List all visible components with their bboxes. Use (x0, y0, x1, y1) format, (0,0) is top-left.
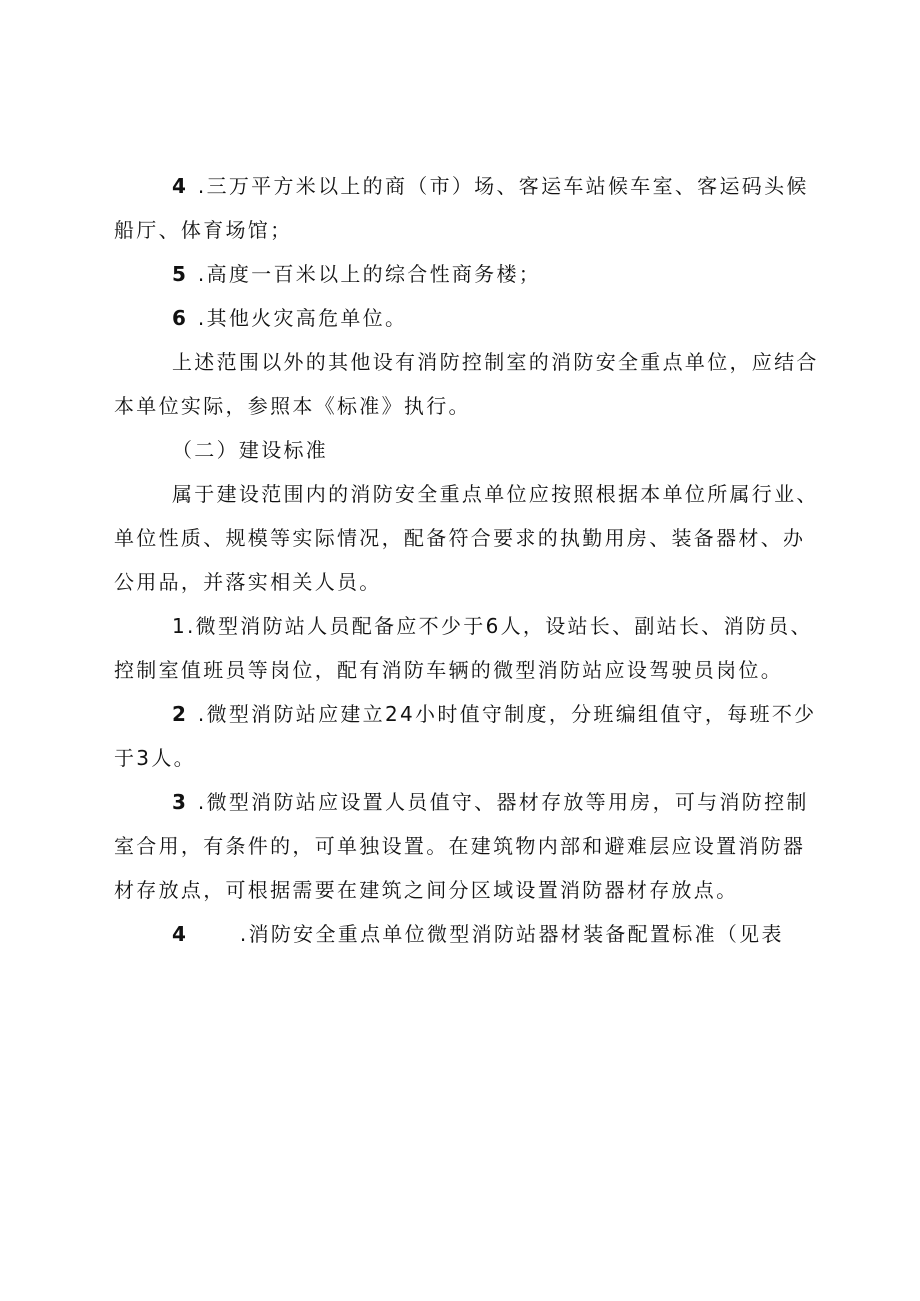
list-b-item-4-number: 4 (172, 922, 186, 946)
list-a-item-4-line-2: 船厅、体育场馆； (114, 218, 293, 242)
intro-line-1: 属于建设范围内的消防安全重点单位应按照根据本单位所属行业、 (172, 482, 819, 506)
list-b-item-4-text: .消防安全重点单位微型消防站器材装备配置标准（见表 (239, 922, 784, 946)
note-line-2: 本单位实际，参照本《标准》执行。 (114, 394, 471, 418)
list-b-item-2-number: 2 (172, 702, 186, 726)
list-a-item-4-line-1 (172, 172, 809, 200)
list-a-item-6-text: .其他火灾高危单位。 (197, 306, 408, 330)
intro-line-2: 单位性质、规模等实际情况，配备符合要求的执勤用房、装备器材、办 (114, 526, 806, 550)
list-b-item-1-line-2: 控制室值班员等岗位，配有消防车辆的微型消防站应设驾驶员岗位。 (114, 658, 783, 682)
list-b-item-4 (172, 920, 784, 948)
list-b-item-3-line-2: 室合用，有条件的，可单独设置。在建筑物内部和避难层应设置消防器 (114, 834, 806, 858)
list-b-item-2-text: .微型消防站应建立24小时值守制度，分班编组值守，每班不少 (197, 702, 817, 726)
section-heading: （二）建设标准 (172, 438, 329, 462)
list-b-item-2-line-1 (172, 700, 816, 728)
list-b-item-1-line-1: 1.微型消防站人员配备应不少于6人，设站长、副站长、消防员、 (172, 614, 813, 638)
list-b-item-3-text: .微型消防站应设置人员值守、器材存放等用房，可与消防控制 (197, 790, 809, 814)
list-a-item-6 (172, 304, 407, 332)
list-a-item-6-number: 6 (172, 306, 186, 330)
list-b-item-3-line-3: 材存放点，可根据需要在建筑之间分区域设置消防器材存放点。 (114, 878, 739, 902)
list-a-item-5-text: .高度一百米以上的综合性商务楼； (197, 262, 542, 286)
list-b-item-3-line-1 (172, 788, 809, 816)
list-a-item-5 (172, 260, 541, 288)
list-b-item-2-line-2: 于3人。 (114, 746, 196, 770)
intro-line-3: 公用品，并落实相关人员。 (114, 570, 382, 594)
list-a-item-4-text: .三万平方米以上的商（市）场、客运车站候车室、客运码头候 (197, 174, 809, 198)
list-a-item-4-number: 4 (172, 174, 186, 198)
list-a-item-5-number: 5 (172, 262, 186, 286)
list-b-item-3-number: 3 (172, 790, 186, 814)
note-line-1: 上述范围以外的其他设有消防控制室的消防安全重点单位，应结合 (172, 350, 819, 374)
